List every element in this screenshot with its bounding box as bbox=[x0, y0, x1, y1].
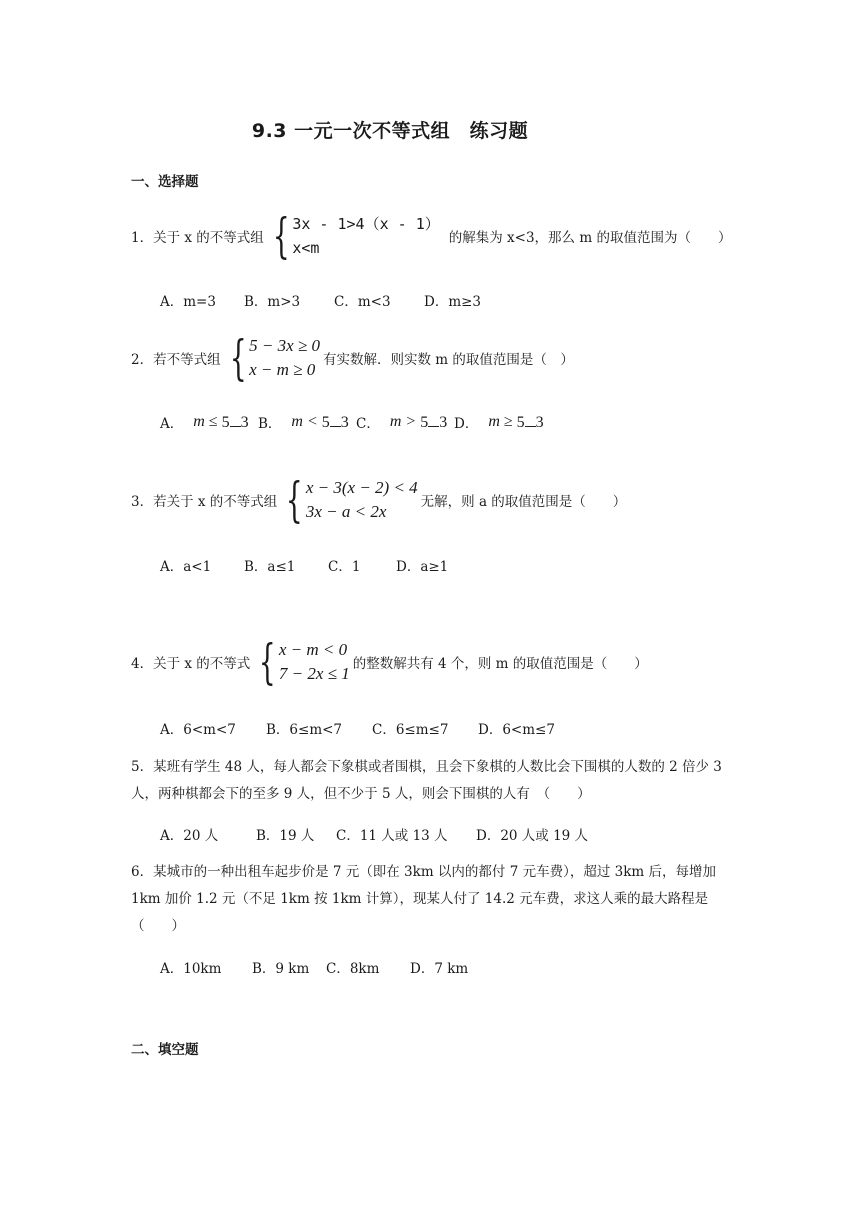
question-2-options bbox=[160, 412, 544, 432]
option-a: A．m=3 bbox=[160, 294, 216, 310]
section-heading-choice: 一、选择题 bbox=[131, 174, 199, 190]
brace-icon: { bbox=[286, 472, 303, 528]
question-3-prefix: 3．若关于 x 的不等式组 bbox=[131, 494, 278, 510]
option-b: B．6≤m<7 bbox=[266, 722, 343, 738]
brace-icon: { bbox=[229, 330, 247, 386]
inequality-system-3 bbox=[279, 472, 418, 528]
option-a: A．6<m<7 bbox=[160, 722, 236, 738]
option-c: C．8km bbox=[326, 961, 380, 977]
option-b: B．m>3 bbox=[244, 294, 301, 310]
question-3 bbox=[131, 472, 627, 528]
system-3-line-1: x − 3(x − 2) < 4 bbox=[305, 478, 418, 497]
option-c: C．11 人或 13 人 bbox=[336, 828, 448, 844]
system-1-line-1: 3x - 1>4（x - 1） bbox=[292, 215, 440, 233]
brace-icon: { bbox=[259, 634, 276, 690]
option-a: A．10km bbox=[160, 961, 222, 977]
option-b: B．a≤1 bbox=[244, 559, 296, 575]
question-2-prefix: 2．若不等式组 bbox=[131, 352, 221, 368]
option-c: C．m<3 bbox=[334, 294, 391, 310]
question-3-suffix: 无解，则 a 的取值范围是（ ） bbox=[420, 494, 627, 510]
question-1-options bbox=[160, 290, 481, 310]
question-5: 5．某班有学生 48 人，每人都会下象棋或者围棋，且会下象棋的人数比会下围棋的人数的 2 倍少 3 人，两种棋都会下的至多 9 人，但不少于 5 人，则会下围棋的人有 （ ） bbox=[131, 759, 722, 802]
inequality-system-1 bbox=[266, 208, 440, 264]
question-1-prefix: 1．关于 x 的不等式组 bbox=[131, 230, 264, 246]
section-heading-fill: 二、填空题 bbox=[131, 1042, 199, 1058]
option-d: D．6<m≤7 bbox=[478, 722, 555, 738]
question-2 bbox=[131, 330, 574, 386]
option-c: C．1 bbox=[328, 559, 361, 575]
question-6-options bbox=[160, 957, 468, 977]
system-2-line-1: 5 − 3x ≥ 0 bbox=[249, 336, 320, 355]
system-4-line-1: x − m < 0 bbox=[278, 640, 348, 659]
option-b: B．19 人 bbox=[256, 828, 315, 844]
option-d: D．7 km bbox=[410, 961, 469, 977]
option-d: D．m≥3 bbox=[424, 294, 482, 310]
system-4-line-2: 7 − 2x ≤ 1 bbox=[278, 664, 350, 683]
question-2-suffix: 有实数解．则实数 m 的取值范围是（ ） bbox=[323, 352, 574, 368]
option-d: D．a≥1 bbox=[396, 559, 449, 575]
option-d: D．20 人或 19 人 bbox=[476, 828, 589, 844]
system-1-line-2: x<m bbox=[292, 239, 320, 257]
question-1-suffix: 的解集为 x<3，那么 m 的取值范围为（ ） bbox=[448, 230, 732, 246]
system-2-line-2: x − m ≥ 0 bbox=[249, 360, 316, 379]
option-c: C．6≤m≤7 bbox=[372, 722, 449, 738]
option-b: B． m < 5 3 bbox=[258, 413, 349, 432]
option-a: A．20 人 bbox=[160, 828, 219, 844]
option-c: C． m > 5 3 bbox=[356, 413, 448, 432]
question-4-suffix: 的整数解共有 4 个，则 m 的取值范围是（ ） bbox=[352, 656, 648, 672]
question-3-options bbox=[160, 555, 448, 575]
option-a: A．a<1 bbox=[160, 559, 212, 575]
page-title: 9.3 一元一次不等式组 练习题 bbox=[251, 120, 529, 142]
question-1 bbox=[131, 208, 732, 264]
question-4 bbox=[131, 634, 648, 690]
brace-icon: { bbox=[272, 208, 290, 264]
question-6: 6．某城市的一种出租车起步价是 7 元（即在 3km 以内的都付 7 元车费），超过 3km 后，每增加 1km 加价 1.2 元（不足 1km 按 1km 计算），现某人付了 14.2 元车费，求这人乘的最大路程是（ ） bbox=[131, 864, 716, 934]
question-4-prefix: 4．关于 x 的不等式 bbox=[131, 656, 251, 672]
option-b: B．9 km bbox=[252, 961, 310, 977]
inequality-system-4 bbox=[252, 634, 350, 690]
question-4-options bbox=[160, 718, 555, 738]
option-d: D． m ≥ 5 3 bbox=[454, 413, 544, 432]
question-5-options bbox=[160, 824, 588, 844]
inequality-system-2 bbox=[223, 330, 320, 386]
option-a: A． m ≤ 5 3 bbox=[160, 413, 249, 432]
system-3-line-2: 3x − a < 2x bbox=[305, 502, 387, 521]
